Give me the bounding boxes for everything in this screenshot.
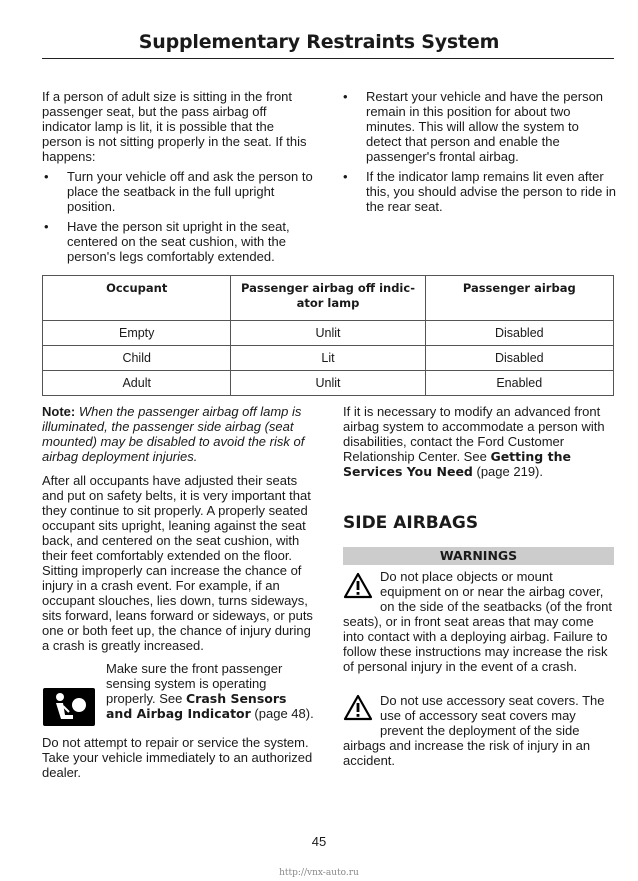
table-cell: Disabled (425, 346, 613, 371)
list-item-text: Turn your vehicle off and ask the person to place the seatback in the full upright position. (67, 169, 313, 214)
warning-text-1 (343, 569, 615, 674)
table-cell: Unlit (231, 371, 425, 396)
page-reference: (page 219). (476, 464, 543, 479)
list-item (341, 169, 617, 214)
modification-text: If it is necessary to modify an advanced front airbag system to accommodate a person with disabilities, contact the Ford Customer Relationship Center. See (343, 404, 605, 464)
occupant-airbag-table (42, 275, 614, 396)
intro-paragraph: If a person of adult size is sitting in the front passenger seat, but the pass airbag off indicator lamp is lit, it is possible that the person is not sitting properly in the seat. If this happens: (42, 89, 307, 164)
table-row (43, 321, 614, 346)
crash-sensors-link[interactable]: Crash Sensors and Airbag Indicator (106, 691, 287, 721)
left-top-column (42, 89, 317, 264)
passenger-airbag-icon (43, 688, 95, 726)
table-cell: Disabled (425, 321, 613, 346)
warnings-header: WARNINGS (343, 547, 614, 565)
note-paragraph (42, 404, 317, 464)
page-reference: (page 48). (254, 706, 314, 721)
note-text: When the passenger airbag off lamp is illuminated, the passenger side airbag (seat mounted) may be disabled to avoid the risk of airbag deployment injuries. (42, 404, 305, 464)
bullet-glyph: • (343, 169, 348, 184)
bullet-glyph: • (44, 169, 49, 184)
icon-spacer (343, 569, 380, 614)
right-bottom-column (343, 404, 615, 479)
table-header-row (43, 276, 614, 321)
list-item (42, 219, 317, 264)
page-title: Supplementary Restraints System (138, 31, 500, 53)
service-paragraph: Do not attempt to repair or service the system. Take your vehicle immediately to an authorized dealer. (42, 735, 313, 780)
services-link[interactable]: Getting the Services You Need (343, 449, 571, 479)
warning-paragraph-1: Do not place objects or mount equipment on or near the airbag cover, on the side of the seatbacks (of the front seats), or in front seat areas that may come into contact with a deploying airbag. Failure to follow these instructions may increase the risk of personal injury in the event of a crash. (343, 569, 612, 674)
list-item-text: Restart your vehicle and have the person remain in this position for about two minutes. This will allow the system to detect that person and enable the passenger's frontal airbag. (366, 89, 604, 164)
column-header-indicator-lamp: Passenger airbag off indic-ator lamp (231, 276, 425, 321)
warning-paragraph-2: Do not use accessory seat covers. The use of accessory seat covers may prevent the deployment of the side airbags and increase the risk of injury in an accident. (343, 693, 605, 768)
list-item-text: If the indicator lamp remains lit even after this, you should advise the person to ride in the rear seat. (366, 169, 617, 214)
list-item-text: Have the person sit upright in the seat, centered on the seat cushion, with the person's legs comfortably extended. (67, 219, 290, 264)
icon-spacer (343, 693, 380, 738)
section-heading: SIDE AIRBAGS (343, 513, 479, 533)
footer-url[interactable]: http://vnx-auto.ru (279, 868, 359, 878)
table-cell: Adult (43, 371, 231, 396)
table-cell: Empty (43, 321, 231, 346)
column-header-passenger-airbag: Passenger airbag (425, 276, 613, 321)
page-number: 45 (311, 834, 327, 849)
right-top-column (341, 89, 617, 214)
table-cell: Unlit (231, 321, 425, 346)
table-cell: Lit (231, 346, 425, 371)
table-cell: Enabled (425, 371, 613, 396)
seating-paragraph: After all occupants have adjusted their seats and put on safety belts, it is very important that they continue to sit properly. A properly seated occupant sits upright, leaning against the seat back, and centered on the seat cushion, with their feet comfortably extended on the floor. Sitting improperly can increase the chance of injury in a crash event. For example, if an occupant slouches, lies down, turns sideways, sits forward, leans forward or sideways, or puts one or both feet up, the chance of injury during a crash is greatly increased. (42, 473, 313, 653)
warning-text-2 (343, 693, 615, 768)
modification-paragraph (343, 404, 615, 479)
table-cell: Child (43, 346, 231, 371)
list-item (341, 89, 617, 164)
title-divider (42, 58, 614, 59)
column-header-occupant: Occupant (43, 276, 231, 321)
list-item (42, 169, 317, 214)
bullet-glyph: • (343, 89, 348, 104)
bullet-glyph: • (44, 219, 49, 234)
table-row (43, 371, 614, 396)
sensing-system-text: Make sure the front passenger sensing system is operating properly. See (106, 661, 283, 706)
note-label: Note: (42, 404, 76, 419)
table-row (43, 346, 614, 371)
